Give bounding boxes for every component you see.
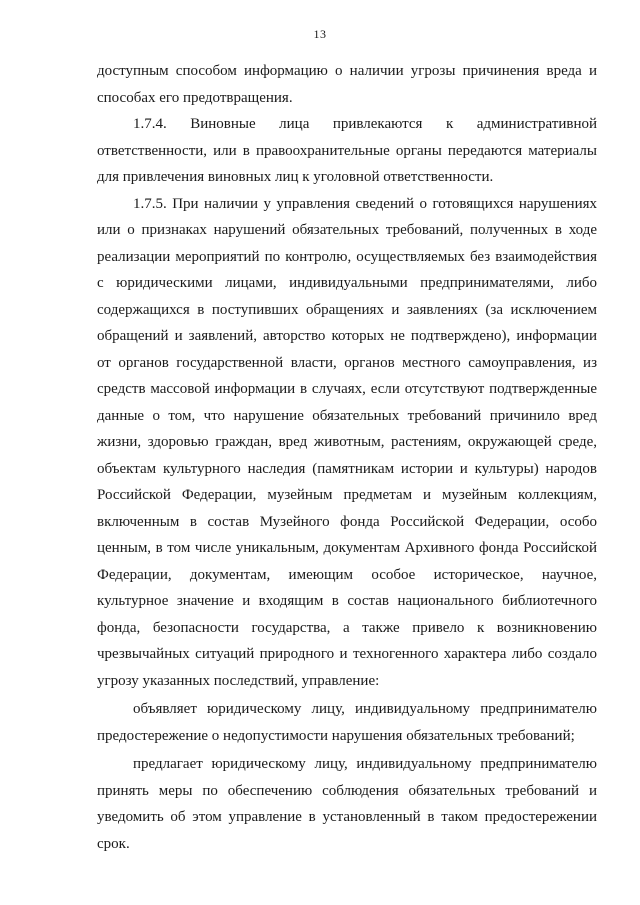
paragraph-action-measures: предлагает юридическому лицу, индивидуальному предпринимателю принять меры по обеспечению соблюдения обязательных требований и уведомить об этом управление в установленный в таком предостережении срок. — [97, 756, 597, 852]
paragraph-continuation: доступным способом информацию о наличии угрозы причинения вреда и способах его предотвращения. — [97, 63, 597, 106]
document-body — [97, 58, 597, 857]
page-number: 13 — [313, 27, 327, 41]
paragraph-item-1-7-5: 1.7.5. При наличии у управления сведений о готовящихся нарушениях или о признаках нарушений обязательных требований, полученных в ходе реализации мероприятий по контролю, осуществляемых без взаимодействия с юридическими лицами, индивидуальными предпринимателями, либо содержащихся в поступивших обращениях и заявлениях (за исключением обращений и заявлений, авторство которых не подтверждено), информации от органов государственной власти, органов местного самоуправления, из средств массовой информации в случаях, если отсутствуют подтвержденные данные о том, что нарушение обязательных требований причинило вред жизни, здоровью граждан, вред животным, растениям, окружающей среде, объектам культурного наследия (памятникам истории и культуры) народов Российской Федерации, музейным предметам и музейным коллекциям, включенным в состав Музейного фонда Российской Федерации, особо ценным, в том числе уникальным, документам Архивного фонда Российской Федерации, документам, имеющим особое историческое, научное, культурное значение и входящим в состав национального библиотечного фонда, безопасности государства, а также привело к возникновению чрезвычайных ситуаций природного и техногенного характера либо создало угрозу указанных последствий, управление: — [97, 195, 597, 689]
paragraph-action-warning: объявляет юридическому лицу, индивидуальному предпринимателю предостережение о недопустимости нарушения обязательных требований; — [97, 701, 597, 744]
paragraph-item-1-7-4: 1.7.4. Виновные лица привлекаются к административной ответственности, или в правоохранительные органы передаются материалы для привлечения виновных лиц к уголовной ответственности. — [97, 116, 597, 185]
